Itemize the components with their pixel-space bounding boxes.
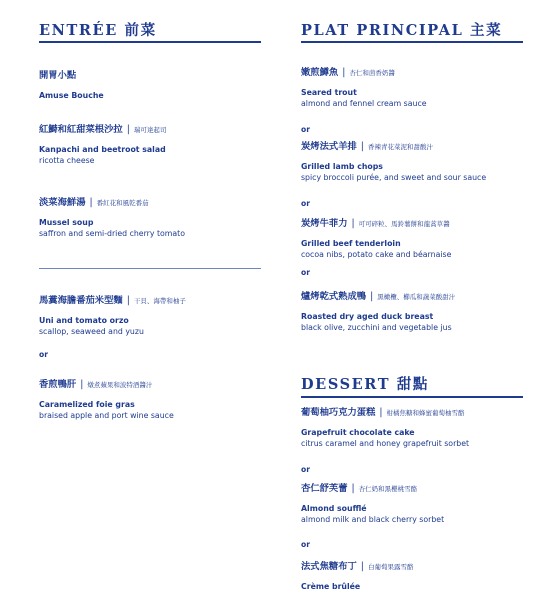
separator: |	[351, 218, 355, 229]
item-desc: scallop, seaweed and yuzu	[39, 327, 144, 336]
separator: |	[342, 67, 346, 78]
item-note: 番紅花和風乾番茄	[96, 199, 149, 207]
separator: |	[370, 291, 374, 302]
item-en: Grilled lamb chops	[301, 162, 383, 171]
item-title	[39, 124, 269, 136]
menu-item-mussel-soup	[39, 197, 269, 239]
plat-principal-heading: PLAT PRINCIPAL 主菜	[301, 22, 503, 39]
item-note: 杏仁奶和黑櫻桃雪酪	[358, 485, 418, 493]
item-note: 干貝、海帶和柚子	[133, 297, 186, 305]
menu-item-creme-brulee	[301, 561, 531, 592]
item-note: 黑橄欖、櫛瓜和蔬菜酸甜汁	[377, 293, 456, 301]
item-note: 可可碎粒、馬鈴薯餅和龍蒿草醬	[358, 220, 450, 228]
item-zh: 炭烤牛菲力	[301, 218, 348, 229]
or-label: or	[39, 350, 48, 359]
item-desc: spicy broccoli purée, and sweet and sour sauce	[301, 173, 487, 182]
or-label: or	[301, 268, 310, 277]
item-desc: citrus caramel and honey grapefruit sorbet	[301, 439, 470, 448]
item-zh: 葡萄柚巧克力蛋糕	[301, 407, 376, 418]
item-note: 香辣青花菜泥和甜酸汁	[367, 143, 433, 151]
or-label: or	[301, 540, 310, 549]
item-zh: 開胃小點	[39, 70, 77, 81]
item-desc: black olive, zucchini and vegetable jus	[301, 323, 452, 332]
item-title	[301, 141, 531, 153]
item-en: Grilled beef tenderloin	[301, 239, 401, 248]
separator: |	[126, 124, 130, 135]
item-en: Seared trout	[301, 88, 357, 97]
item-title	[301, 407, 531, 419]
dessert-heading: DESSERT 甜點	[301, 376, 429, 393]
separator: |	[351, 483, 355, 494]
item-zh: 馬糞海膽番茄米型麵	[39, 295, 123, 306]
plat-heading-rule	[301, 41, 523, 43]
item-desc: almond milk and black cherry sorbet	[301, 515, 445, 524]
menu-item-duck-breast	[301, 291, 531, 333]
item-title	[39, 295, 269, 307]
item-desc: saffron and semi-dried cherry tomato	[39, 229, 185, 238]
item-zh: 爐烤乾式熟成鴨	[301, 291, 367, 302]
item-zh: 紅鰣和紅甜菜根沙拉	[39, 124, 123, 135]
item-title	[301, 218, 531, 230]
section-divider	[39, 268, 261, 269]
menu-item-almond-souffle	[301, 483, 531, 525]
item-en: Amuse Bouche	[39, 91, 104, 100]
item-title	[39, 197, 269, 209]
item-zh: 嫩煎鱒魚	[301, 67, 339, 78]
or-label: or	[301, 199, 310, 208]
item-title	[301, 67, 531, 79]
or-label: or	[301, 125, 310, 134]
item-zh: 香煎鴨肝	[39, 379, 77, 390]
menu-item-grapefruit-cake	[301, 407, 531, 449]
entree-heading-rule	[39, 41, 261, 43]
item-en: Grapefruit chocolate cake	[301, 428, 415, 437]
menu-item-lamb-chops	[301, 141, 531, 183]
item-en: Kanpachi and beetroot salad	[39, 145, 166, 154]
item-note: 燉煮蘋果和波特酒醬汁	[87, 381, 153, 389]
entree-heading: ENTRÉE 前菜	[39, 22, 157, 39]
dessert-heading-rule	[301, 396, 523, 398]
item-zh: 淡菜海鮮湯	[39, 197, 86, 208]
item-title	[39, 379, 269, 391]
item-en: Mussel soup	[39, 218, 94, 227]
item-en: Roasted dry aged duck breast	[301, 312, 434, 321]
separator: |	[360, 561, 364, 572]
item-desc: braised apple and port wine sauce	[39, 411, 174, 420]
separator: |	[80, 379, 84, 390]
separator: |	[379, 407, 383, 418]
item-zh: 炭烤法式羊排	[301, 141, 357, 152]
item-en: Caramelized foie gras	[39, 400, 135, 409]
item-zh: 法式焦糖布丁	[301, 561, 357, 572]
item-desc: cocoa nibs, potato cake and béarnaise	[301, 250, 452, 259]
menu-item-beef-tenderloin	[301, 218, 531, 260]
menu-item-kanpachi	[39, 124, 269, 166]
item-en: Almond soufflé	[301, 504, 367, 513]
separator: |	[89, 197, 93, 208]
item-note: 瑞可達起司	[133, 126, 167, 134]
item-note: 白葡萄果露雪酪	[367, 563, 414, 571]
item-en: Uni and tomato orzo	[39, 316, 129, 325]
separator: |	[360, 141, 364, 152]
item-title	[39, 70, 269, 82]
menu-item-amuse-bouche	[39, 70, 269, 101]
item-en: Crème brûlée	[301, 582, 361, 591]
item-note: 柑橘焦糖和蜂蜜葡萄柚雪酪	[386, 409, 465, 417]
or-label: or	[301, 465, 310, 474]
item-title	[301, 483, 531, 495]
item-desc: almond and fennel cream sauce	[301, 99, 427, 108]
item-desc: ricotta cheese	[39, 156, 95, 165]
item-zh: 杏仁舒芙蕾	[301, 483, 348, 494]
menu-item-seared-trout	[301, 67, 531, 109]
item-title	[301, 291, 531, 303]
item-note: 杏仁和茴香奶醬	[349, 69, 395, 77]
menu-item-uni-orzo	[39, 295, 269, 337]
separator: |	[126, 295, 130, 306]
item-title	[301, 561, 531, 573]
menu-item-foie-gras	[39, 379, 269, 421]
